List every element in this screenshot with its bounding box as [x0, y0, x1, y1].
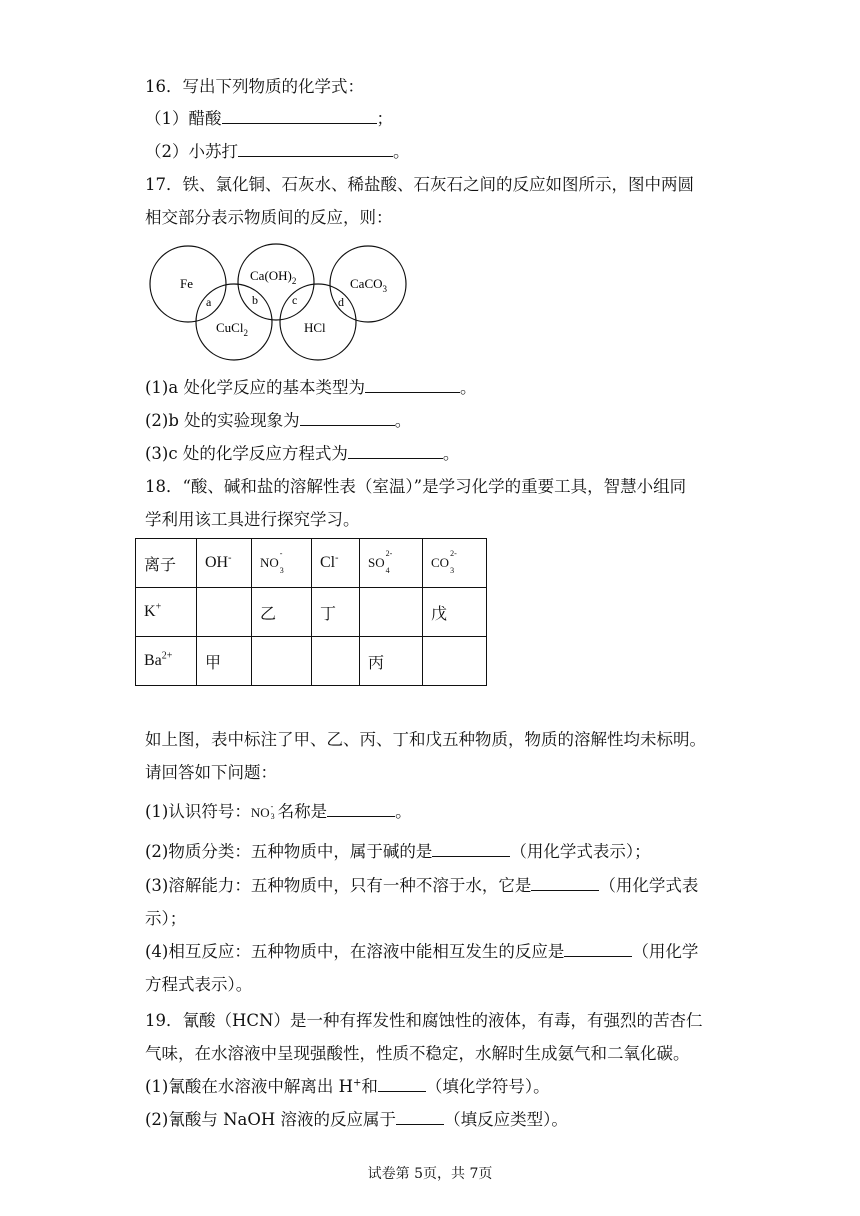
q18-part3: (3)溶解能力：五种物质中，只有一种不溶于水，它是 （用化学式表	[145, 876, 699, 895]
q18-stem-line2: 学利用该工具进行探究学习。	[145, 510, 360, 529]
q19-stem-line2: 气味，在水溶液中呈现强酸性，性质不稳定，水解时生成氨气和二氧化碳。	[145, 1044, 690, 1063]
table-cell	[312, 637, 360, 686]
solubility-table	[135, 538, 487, 686]
label-caco3: CaCO$_3$	[350, 276, 387, 294]
label-b: b	[252, 293, 258, 307]
table-row-ba	[136, 637, 487, 686]
q16-stem: 16．写出下列物质的化学式：	[145, 77, 364, 96]
answer-blank[interactable]	[531, 874, 599, 891]
q17-part1: (1)a 处化学反应的基本类型为 。	[145, 378, 477, 397]
q18-text-line1: 如上图，表中标注了甲、乙、丙、丁和戊五种物质，物质的溶解性均未标明。	[145, 730, 706, 749]
table-cell	[423, 637, 487, 686]
label-hcl: HCl	[304, 320, 326, 335]
table-cell: $Ba^{2+}$	[136, 637, 197, 686]
q18-part4-cont: 方程式表示）。	[145, 975, 253, 994]
q17-part3: (3)c 处的化学反应方程式为 。	[145, 444, 460, 463]
q19-stem-line1: 19．氰酸（HCN）是一种有挥发性和腐蚀性的液体，有毒，有强烈的苦杏仁	[145, 1011, 703, 1030]
answer-blank[interactable]	[432, 840, 510, 857]
answer-blank[interactable]	[564, 940, 632, 957]
q17-part2: (2)b 处的实验现象为 。	[145, 411, 412, 430]
table-cell: 乙	[252, 588, 312, 637]
table-cell	[252, 637, 312, 686]
q18-part3-cont: 示）；	[145, 909, 187, 928]
q19-part2: (2)氰酸与 NaOH 溶液的反应属于 （填反应类型）。	[145, 1110, 568, 1129]
answer-blank[interactable]	[238, 140, 393, 157]
q18-part1: (1)认识符号：NO - 3 名称是 。	[145, 802, 412, 821]
answer-blank[interactable]	[300, 409, 395, 426]
table-cell: 离子	[136, 539, 197, 588]
table-cell: OH-	[197, 539, 252, 588]
answer-blank[interactable]	[348, 442, 443, 459]
table-cell	[360, 588, 423, 637]
table-cell: 丁	[312, 588, 360, 637]
q18-stem-line1: 18．“酸、碱和盐的溶解性表（室温）”是学习化学的重要工具，智慧小组同	[145, 477, 687, 496]
q18-part4: (4)相互反应：五种物质中，在溶液中能相互发生的反应是 （用化学	[145, 942, 699, 961]
reaction-circles-diagram	[140, 240, 420, 365]
label-c: c	[292, 293, 298, 307]
answer-blank[interactable]	[396, 1108, 444, 1125]
label-caoh2: $Ca(OH)_2$	[250, 268, 297, 286]
table-cell: NO - 3	[252, 539, 312, 588]
label-a: a	[206, 295, 212, 309]
table-cell: Cl-	[312, 539, 360, 588]
table-cell: SO 2- 4	[360, 539, 423, 588]
table-cell: 戊	[423, 588, 487, 637]
q17-stem-line2: 相交部分表示物质间的反应，则：	[145, 208, 393, 227]
answer-blank[interactable]	[365, 376, 460, 393]
table-row-k	[136, 588, 487, 637]
table-cell	[197, 588, 252, 637]
q16-part1: （1）醋酸 ；	[145, 109, 393, 128]
q17-stem-line1: 17．铁、氯化铜、石灰水、稀盐酸、石灰石之间的反应如图所示，图中两圆	[145, 175, 694, 194]
q18-part2: (2)物质分类：五种物质中，属于碱的是 （用化学式表示）；	[145, 842, 651, 861]
answer-blank[interactable]	[327, 800, 395, 817]
answer-blank[interactable]	[378, 1075, 426, 1092]
q16-part2: （2）小苏打 。	[145, 142, 410, 161]
table-cell: CO 2- 3	[423, 539, 487, 588]
label-d: d	[338, 295, 344, 309]
q18-text-line2: 请回答如下问题：	[145, 763, 277, 782]
label-cucl2: CuCl$_2$	[216, 320, 248, 338]
table-cell: K+	[136, 588, 197, 637]
table-cell: 丙	[360, 637, 423, 686]
table-header-row	[136, 539, 487, 588]
answer-blank[interactable]	[222, 107, 377, 124]
table-cell: 甲	[197, 637, 252, 686]
page-footer: 试卷第 5页，共 7页	[367, 1166, 493, 1182]
label-fe: Fe	[180, 276, 193, 291]
q19-part1: (1)氰酸在水溶液中解离出 H+和 （填化学符号）。	[145, 1077, 550, 1096]
